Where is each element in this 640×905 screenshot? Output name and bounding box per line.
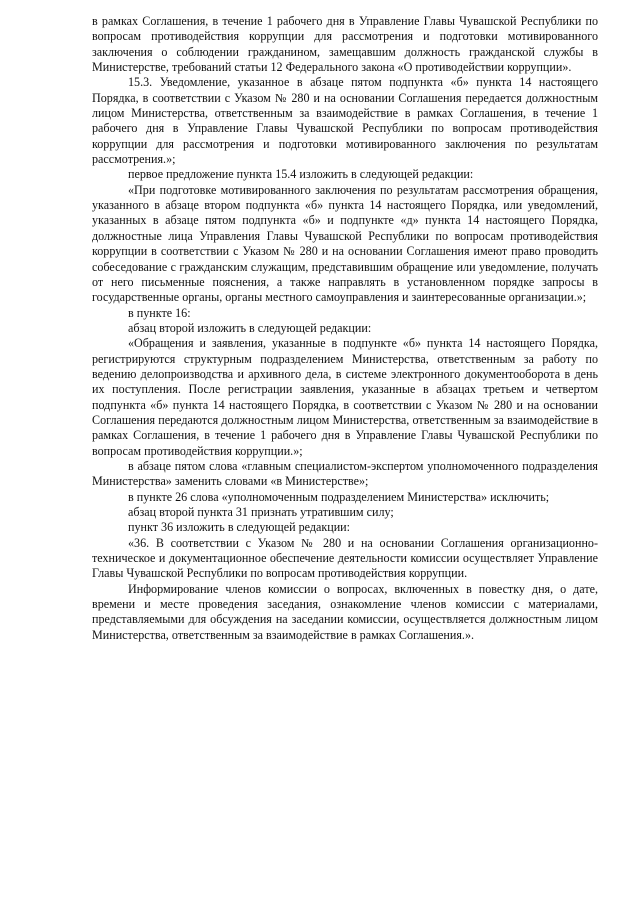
paragraph-15-3: 15.3. Уведомление, указанное в абзаце пятом подпункта «б» пункта 14 настоящего Порядка, в соответствии с Указом № 280 и на основании Соглашения передается должностным лицом Министерства, ответственным за взаимодействие в рамках Соглашения, в течение 1 рабочего дня в Управление Главы Чувашской Республики по вопросам противодействия коррупции для рассмотрения и подготовки мотивированного заключения по результатам рассмотрения.»; bbox=[92, 75, 598, 167]
document-page bbox=[92, 14, 598, 643]
paragraph-point-31: абзац второй пункта 31 признать утратившим силу; bbox=[128, 505, 394, 519]
paragraph-point-36-text: «36. В соответствии с Указом № 280 и на основании Соглашения организационно-техническое и документационное обеспечение деятельности комиссии осуществляет Управление Главы Чувашской Республики по вопросам противодействия коррупции. bbox=[92, 535, 598, 581]
paragraph-amend-15-4-intro: первое предложение пункта 15.4 изложить в следующей редакции: bbox=[128, 167, 474, 182]
paragraph-point-16: в пункте 16: bbox=[128, 305, 191, 320]
paragraph-point-36-informing: Информирование членов комиссии о вопросах, включенных в повестку дня, о дате, времени и месте проведения заседания, ознакомление членов комиссии с материалами, представляемыми для обсуждения на заседании комиссии, осуществляется должностным лицом Министерства, ответственным за взаимодействие в рамках Соглашения.». bbox=[92, 581, 598, 642]
paragraph-continuation: в рамках Соглашения, в течение 1 рабочего дня в Управление Главы Чувашской Республики по вопросам противодействия коррупции для рассмотрения и подготовки мотивированного заключения о соблюдении гражданином, замещавшим должность гражданской службы в Министерстве, требований статьи 12 Федерального закона «О противодействии коррупции». bbox=[92, 14, 598, 75]
paragraph-point-26: в пункте 26 слова «уполномоченным подразделением Министерства» исключить; bbox=[128, 489, 550, 504]
paragraph-point-36-intro: пункт 36 изложить в следующей редакции: bbox=[128, 520, 350, 535]
paragraph-point-16-text: «Обращения и заявления, указанные в подпункте «б» пункта 14 настоящего Порядка, регистрируются структурным подразделением Министерства, ответственным за работу по ведению делопроизводства и архивного дела, в системе электронного документооборота в день их поступления. После регистрации заявления, указанные в абзацах третьем и четвертом подпункта «б» пункта 14 настоящего Порядка, в соответствии с Указом № 280 и на основании Соглашения передаются должностным лицом Министерства, ответственным за взаимодействие в рамках Соглашения, в течение 1 рабочего дня в Управление Главы Чувашской Республики по вопросам противодействия коррупции.»; bbox=[92, 336, 598, 458]
paragraph-point-16-intro: абзац второй изложить в следующей редакции: bbox=[128, 320, 372, 335]
paragraph-point-16-abzac-5: в абзаце пятом слова «главным специалистом-экспертом уполномоченного подразделения Министерства» заменить словами «в Министерстве»; bbox=[92, 458, 598, 489]
paragraph-amend-15-4-text: «При подготовке мотивированного заключения по результатам рассмотрения обращения, указанного в абзаце втором подпункта «б» пункта 14 настоящего Порядка, или уведомлений, указанных в абзаце пятом подпункта «б» и подпункте «д» пункта 14 настоящего Порядка, должностные лица Управления Главы Чувашской Республики по вопросам противодействия коррупции в соответствии с Указом № 280 и на основании Соглашения имеют право проводить собеседование с гражданским служащим, представившим обращение или уведомление, получать от него письменные пояснения, а также направлять в установленном порядке запросы в государственные органы, органы местного самоуправления и заинтересованные организации.»; bbox=[92, 182, 598, 305]
